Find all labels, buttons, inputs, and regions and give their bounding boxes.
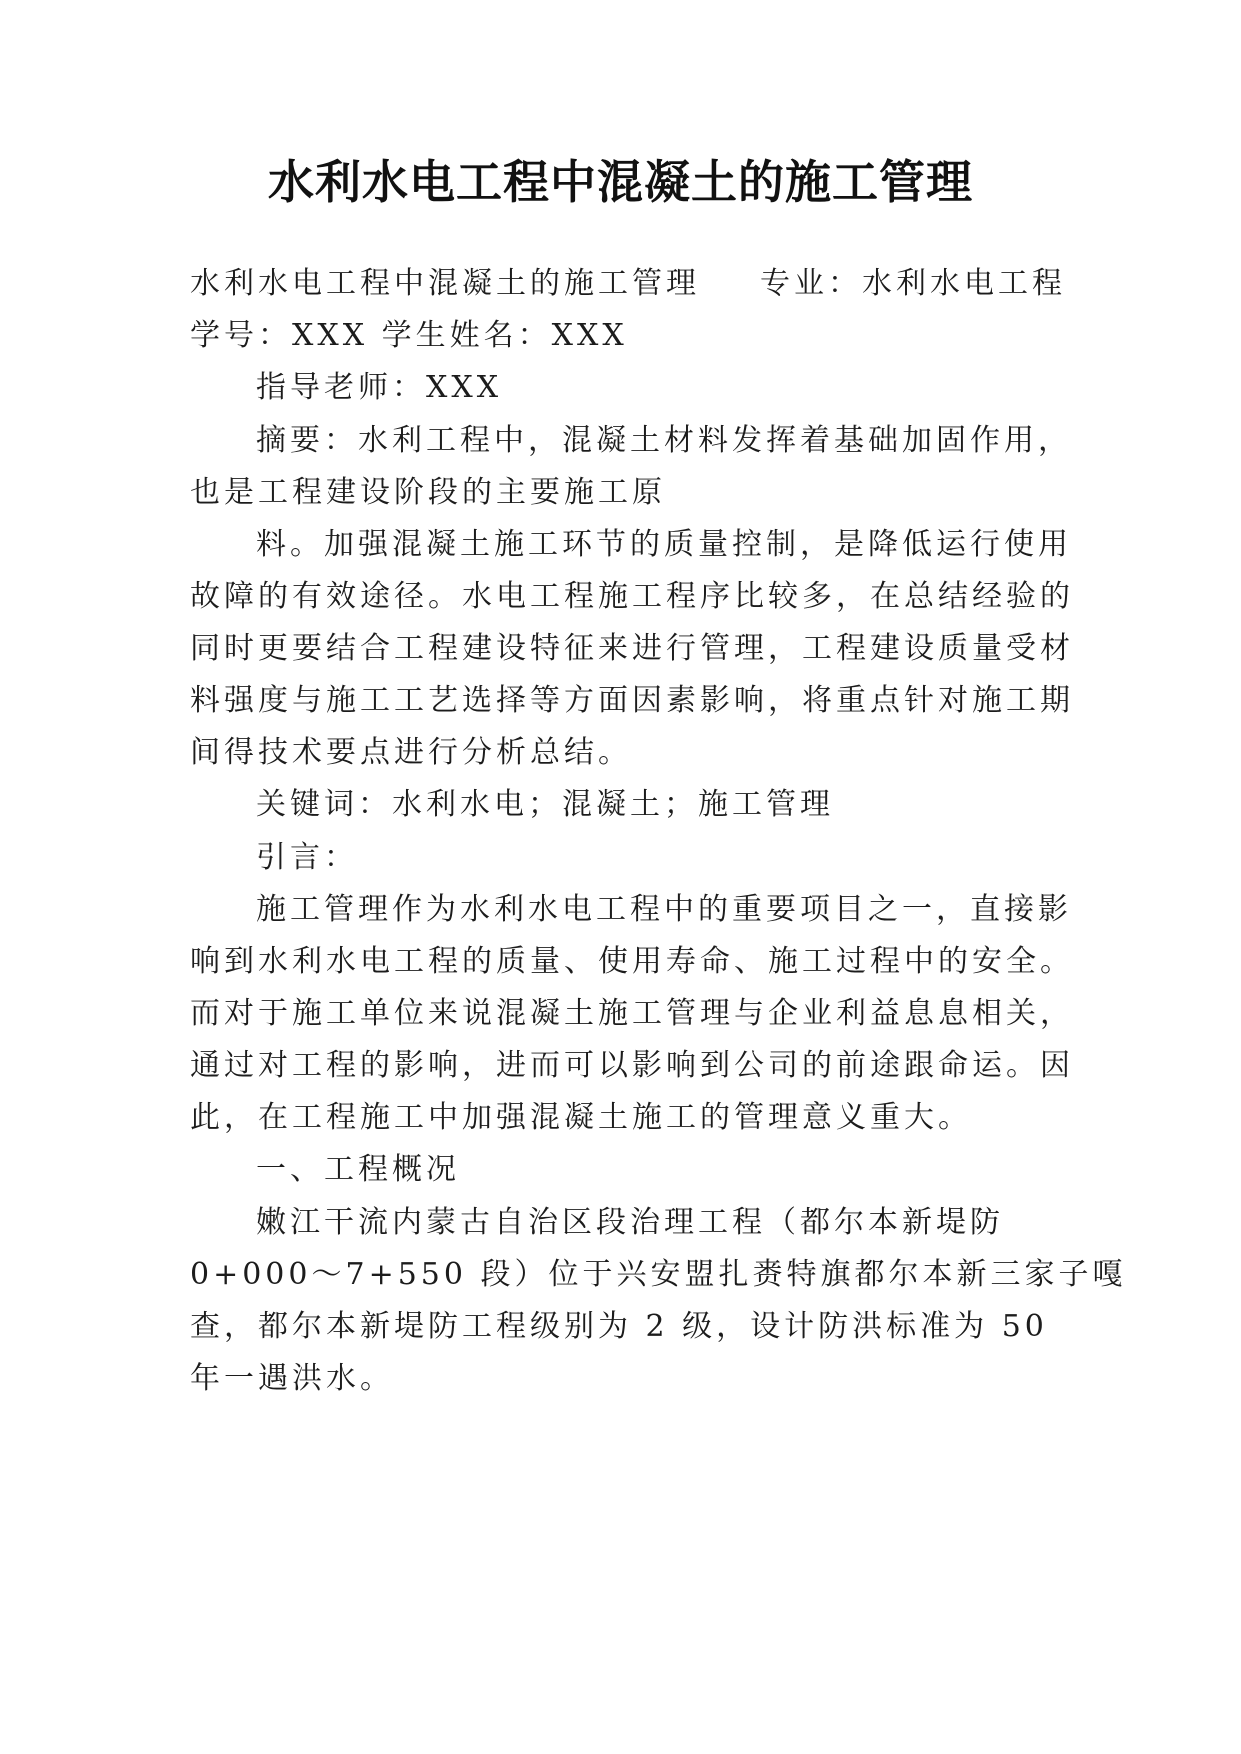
abstract-line: 料强度与施工工艺选择等方面因素影响，将重点针对施工期 [190, 683, 1074, 718]
major-text: 专业：水利水电工程 [760, 266, 1066, 301]
abstract-line: 料。加强混凝土施工环节的质量控制，是降低运行使用 [256, 527, 1072, 562]
intro-line: 此，在工程施工中加强混凝土施工的管理意义重大。 [190, 1100, 972, 1135]
header-line [190, 264, 1070, 304]
overview-line: 嫩江干流内蒙古自治区段治理工程（都尔本新堤防 [256, 1205, 1004, 1240]
intro-line: 响到水利水电工程的质量、使用寿命、施工过程中的安全。 [190, 944, 1074, 979]
student-info-line: 学号：XXX 学生姓名：XXX [190, 318, 628, 353]
keywords-line: 关键词：水利水电；混凝土；施工管理 [256, 787, 834, 822]
advisor-line: 指导老师：XXX [256, 370, 503, 405]
intro-line: 施工管理作为水利水电工程中的重要项目之一，直接影 [256, 892, 1072, 927]
overview-line: 年一遇洪水。 [190, 1361, 394, 1396]
abstract-line: 同时更要结合工程建设特征来进行管理，工程建设质量受材 [190, 631, 1074, 666]
document-title: 水利水电工程中混凝土的施工管理 [268, 155, 973, 209]
abstract-line: 摘要：水利工程中，混凝土材料发挥着基础加固作用， [256, 423, 1072, 458]
abstract-line: 间得技术要点进行分析总结。 [190, 735, 632, 770]
overview-line: 查，都尔本新堤防工程级别为 2 级，设计防洪标准为 50 [190, 1309, 1048, 1344]
abstract-line: 也是工程建设阶段的主要施工原 [190, 475, 666, 510]
intro-heading: 引言： [256, 840, 358, 875]
overview-line: 0+000～7+550 段）位于兴安盟扎赉特旗都尔本新三家子嘎 [190, 1257, 1127, 1292]
section-heading: 一、工程概况 [256, 1152, 460, 1187]
header-title-text: 水利水电工程中混凝土的施工管理 [190, 266, 700, 301]
abstract-line: 故障的有效途径。水电工程施工程序比较多，在总结经验的 [190, 579, 1074, 614]
intro-line: 而对于施工单位来说混凝土施工管理与企业利益息息相关， [190, 996, 1074, 1031]
intro-line: 通过对工程的影响，进而可以影响到公司的前途跟命运。因 [190, 1048, 1074, 1083]
